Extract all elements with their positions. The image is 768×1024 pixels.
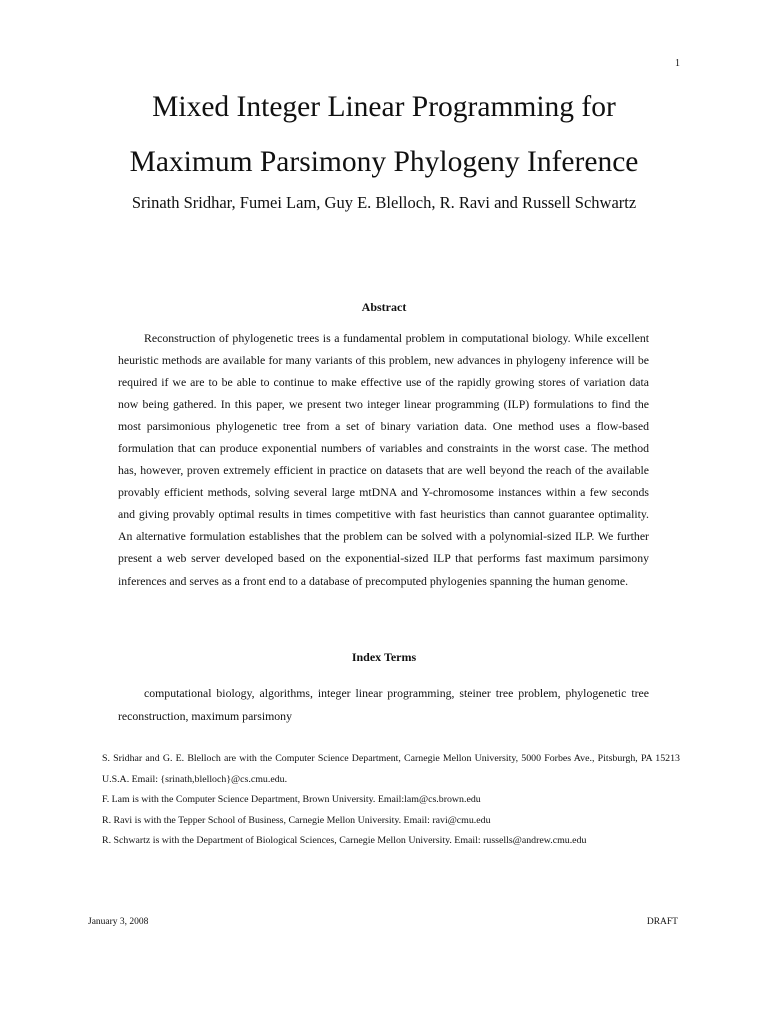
footer-date: January 3, 2008 — [88, 917, 149, 927]
footnote-schwartz: R. Schwartz is with the Department of Biological Sciences, Carnegie Mellon University. Email: russells@andrew.cmu.edu — [102, 835, 587, 846]
author-list: Srinath Sridhar, Fumei Lam, Guy E. Blelloch, R. Ravi and Russell Schwartz — [131, 193, 637, 212]
footnote-sridhar-blelloch: S. Sridhar and G. E. Blelloch are with the Computer Science Department, Carnegie Mellon University, 5000 Forbes Ave., Pitsburgh, PA 15213 U.S.A. Email: {srinath,blelloch}@cs.cmu.edu. — [102, 753, 680, 785]
title-line-1: Mixed Integer Linear Programming for — [152, 91, 616, 123]
footnote-lam: F. Lam is with the Computer Science Department, Brown University. Email:lam@cs.brown.edu — [102, 794, 481, 805]
author-affiliation-footnotes — [88, 749, 680, 852]
abstract-text: Reconstruction of phylogenetic trees is a fundamental problem in computational biology. While excellent heuristic methods are available for many variants of this problem, new advances in phylogeny inference will be required if we are to be able to continue to make effective use of the rapidly growing stores of variation data now being gathered. In this paper, we present two integer linear programming (ILP) formulations to find the most parsimonious phylogenetic tree from a set of binary variation data. One method uses a flow-based formulation that can produce exponential numbers of variables and constraints in the worst case. The method has, however, proven extremely efficient in practice on datasets that are well beyond the reach of the available provably efficient methods, solving several large mtDNA and Y-chromosome instances within a few seconds and giving provably optimal results in times competitive with fast heuristics than cannot guarantee optimality. An alternative formulation establishes that the problem can be solved with a polynomial-sized ILP. We further present a web server developed based on the exponential-sized ILP that performs fast maximum parsimony inferences and serves as a front end to a database of precomputed phylogenies spanning the human genome. — [118, 331, 649, 588]
abstract-heading: Abstract — [361, 300, 407, 314]
page-number: 1 — [675, 58, 680, 69]
paper-title — [0, 80, 768, 190]
footnote-ravi: R. Ravi is with the Tepper School of Business, Carnegie Mellon University. Email: ravi@cmu.edu — [102, 814, 491, 826]
footer-draft-label: DRAFT — [646, 917, 678, 927]
index-terms-heading: Index Terms — [351, 650, 417, 664]
title-line-2: Maximum Parsimony Phylogeny Inference — [129, 146, 639, 178]
index-terms-text: computational biology, algorithms, integer linear programming, steiner tree problem, phylogenetic tree reconstruction, maximum parsimony — [118, 686, 649, 723]
